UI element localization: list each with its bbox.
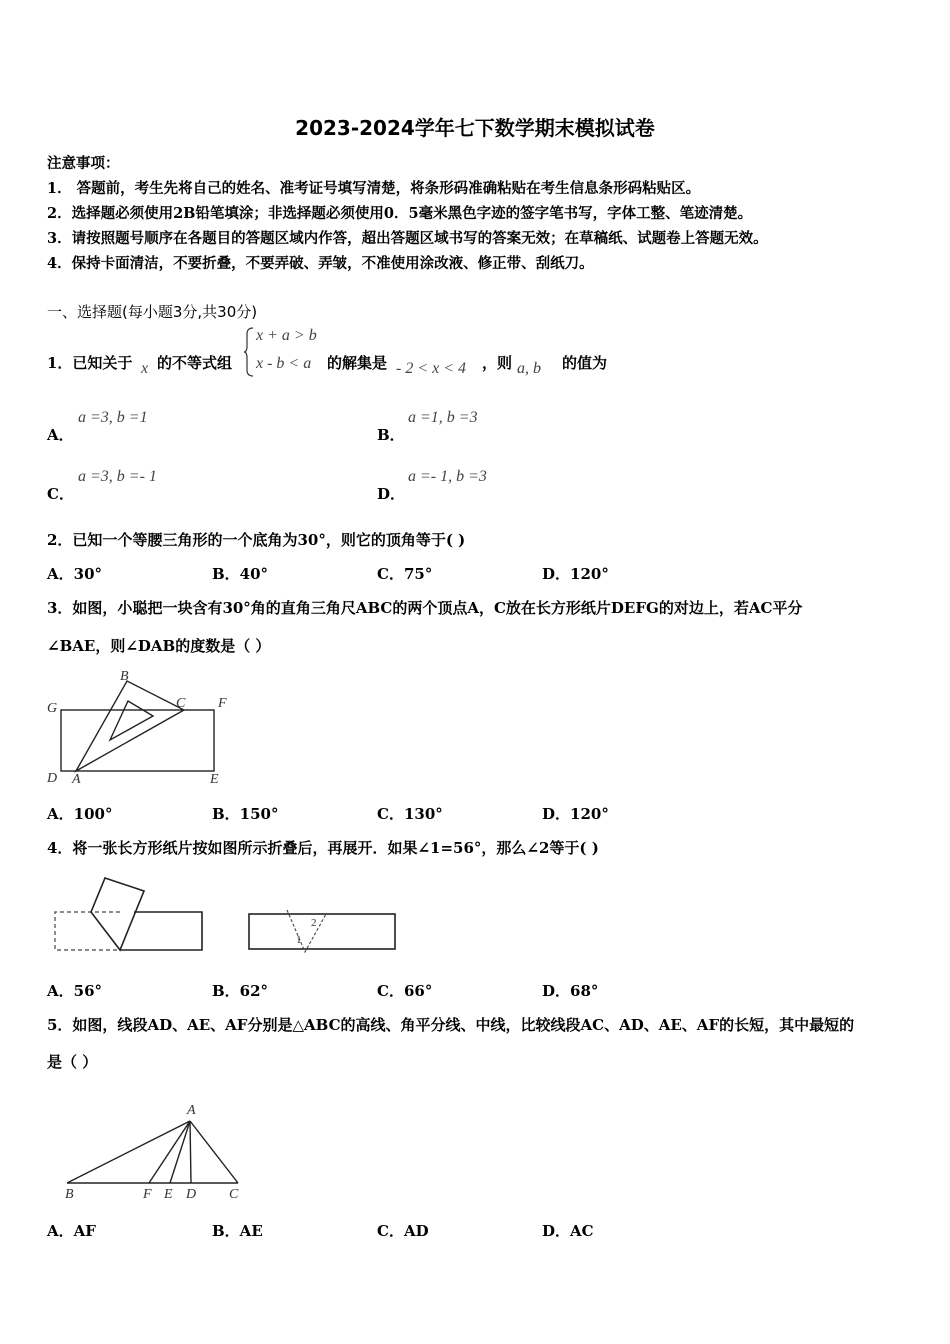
segment-ac — [190, 1121, 238, 1183]
fig-label: B — [120, 669, 129, 684]
q1-option-value: a =3, b =- 1 — [78, 468, 157, 485]
q1-inequality-2: x - b < a — [256, 355, 312, 372]
fig-label: D — [186, 1187, 197, 1202]
q5-option[interactable]: C．AD — [377, 1222, 429, 1240]
q5-figure — [56, 1098, 256, 1204]
dashed-original-edge — [55, 912, 120, 950]
q2-option[interactable]: C．75° — [377, 565, 433, 583]
fig-label: E — [164, 1187, 173, 1202]
q3-option[interactable]: D．120° — [542, 805, 609, 823]
q2-option[interactable]: B．40° — [212, 565, 269, 583]
q5-option[interactable]: A．AF — [47, 1222, 96, 1240]
q1-inequality-1: x + a > b — [256, 327, 317, 344]
q4-figure-folded — [50, 872, 210, 956]
q3-text-line2: ∠BAE，则∠DAB的度数是（ ） — [47, 637, 271, 655]
q3-option[interactable]: A．100° — [47, 805, 113, 823]
q5-option[interactable]: B．AE — [212, 1222, 263, 1240]
triangle-abc — [76, 681, 184, 771]
fig-label: C — [229, 1187, 239, 1202]
fig-label: B — [65, 1187, 74, 1202]
fig-label: A — [72, 772, 81, 787]
q1-text-part1: 1．已知关于 — [47, 354, 133, 372]
notice-item: 1． 答题前，考生先将自己的姓名、准考证号填写清楚，将条形码准确粘贴在考生信息条形码粘贴区。 — [47, 180, 701, 197]
q1-option-value: a =1, b =3 — [408, 409, 478, 426]
fig-label: F — [143, 1187, 152, 1202]
notice-heading: 注意事项： — [47, 155, 120, 172]
q5-text-line2: 是（ ） — [47, 1053, 98, 1071]
q2-text: 2．已知一个等腰三角形的一个底角为30°，则它的顶角等于( ) — [47, 531, 466, 549]
angle-label: 2 — [311, 917, 317, 929]
notice-item: 2．选择题必须使用2B铅笔填涂；非选择题必须使用0．5毫米黑色字迹的签字笔书写，字体工整、笔迹清楚。 — [47, 205, 753, 222]
q3-option[interactable]: B．150° — [212, 805, 279, 823]
q3-text-line1: 3．如图，小聪把一块含有30°角的直角三角尺ABC的两个顶点A，C放在长方形纸片DEFG的对边上，若AC平分 — [47, 599, 803, 617]
triangle-inner — [110, 701, 153, 740]
folded-flap — [91, 878, 144, 950]
rectangle-unfolded — [249, 914, 395, 949]
fig-label: D — [47, 771, 58, 786]
page-title: 2023-2024学年七下数学期末模拟试卷 — [295, 116, 655, 140]
q1-option-value: a =- 1, b =3 — [408, 468, 487, 485]
q1-option-label[interactable]: A． — [47, 426, 74, 444]
q2-option[interactable]: A．30° — [47, 565, 103, 583]
notice-item: 3．请按照题号顺序在各题目的答题区域内作答，超出答题区域书写的答案无效；在草稿纸、试题卷上答题无效。 — [47, 230, 768, 247]
segment-af — [149, 1121, 190, 1183]
q3-option[interactable]: C．130° — [377, 805, 443, 823]
q4-figure-unfolded — [244, 906, 400, 956]
q2-option[interactable]: D．120° — [542, 565, 609, 583]
q3-figure — [40, 664, 240, 788]
q1-text-part2: 的不等式组 — [157, 354, 233, 372]
q4-option[interactable]: D．68° — [542, 982, 599, 1000]
q5-option[interactable]: D．AC — [542, 1222, 594, 1240]
crease-lines — [287, 910, 326, 952]
q4-text: 4．将一张长方形纸片按如图所示折叠后，再展开．如果∠1=56°，那么∠2等于( ) — [47, 839, 599, 857]
fig-label: C — [176, 696, 186, 711]
q1-vars-ab: a, b — [517, 360, 541, 377]
q1-text-part5: 的值为 — [562, 354, 608, 372]
fig-label: F — [218, 696, 227, 711]
q1-var-x: x — [141, 360, 149, 377]
q1-option-label[interactable]: C． — [47, 485, 74, 503]
section-heading: 一、选择题(每小题3分,共30分) — [47, 303, 258, 321]
q1-option-label[interactable]: B． — [377, 426, 405, 444]
angle-label: 1 — [296, 934, 302, 946]
notice-item: 4．保持卡面清洁，不要折叠，不要弄破、弄皱，不准使用涂改液、修正带、刮纸刀。 — [47, 255, 594, 272]
fig-label: A — [187, 1103, 196, 1118]
q4-option[interactable]: C．66° — [377, 982, 433, 1000]
q1-text-part4: ，则 — [482, 354, 513, 372]
rectangle-defg — [61, 710, 214, 771]
q5-text-line1: 5．如图，线段AD、AE、AF分别是△ABC的高线、角平分线、中线，比较线段AC、AD、AE、AF的长短，其中最短的 — [47, 1016, 855, 1034]
fig-label: G — [47, 701, 58, 716]
segment-ab — [67, 1121, 190, 1183]
q1-solution: - 2 < x < 4 — [396, 360, 467, 377]
q1-option-value: a =3, b =1 — [78, 409, 148, 426]
segment-ad — [190, 1121, 191, 1183]
q1-text-part3: 的解集是 — [327, 354, 388, 372]
fig-label: E — [210, 772, 219, 787]
brace-icon — [243, 326, 255, 378]
q4-option[interactable]: B．62° — [212, 982, 269, 1000]
q4-option[interactable]: A．56° — [47, 982, 103, 1000]
q1-option-label[interactable]: D． — [377, 485, 406, 503]
